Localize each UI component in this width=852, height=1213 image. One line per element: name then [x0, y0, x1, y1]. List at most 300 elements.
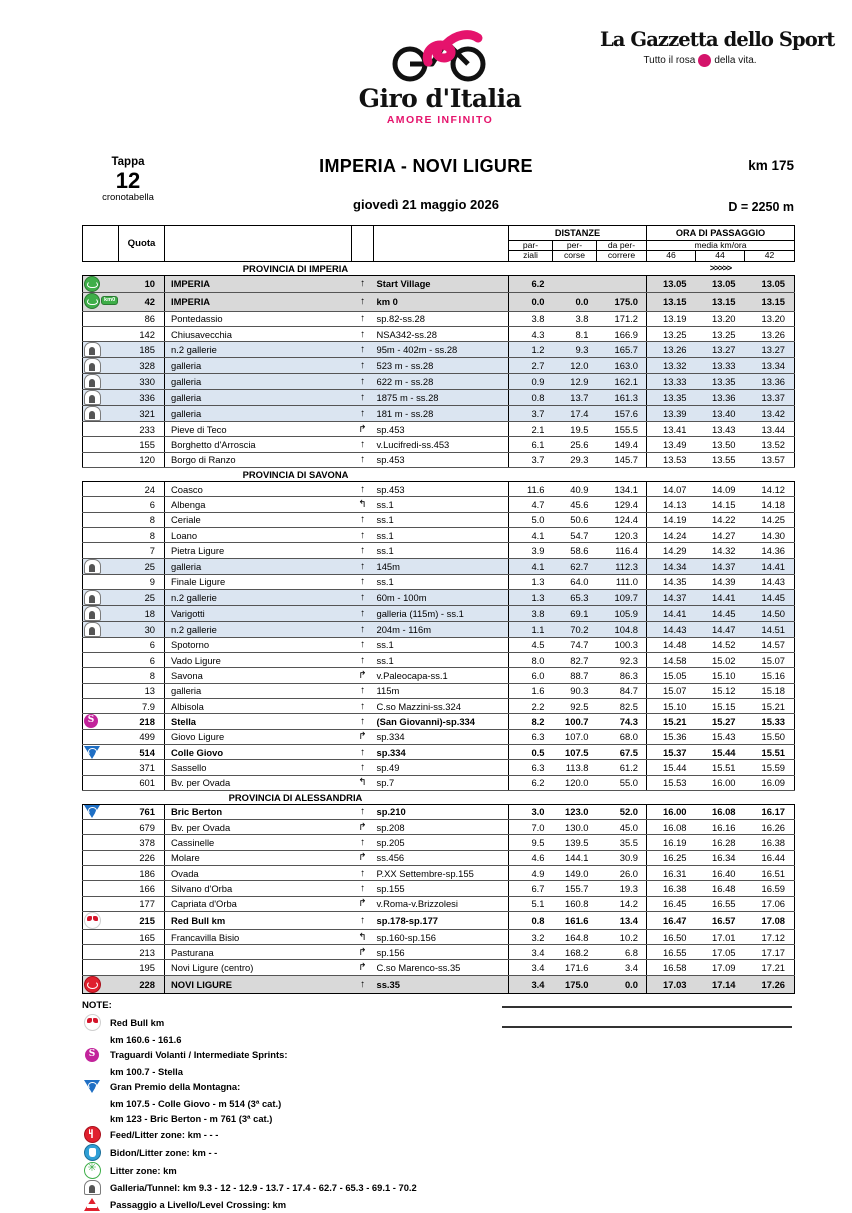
row-time-46: 16.47 [647, 911, 696, 929]
row-location-name: Pasturana [165, 945, 352, 960]
sprint-icon: S [85, 1048, 99, 1062]
table-row [83, 911, 795, 929]
row-location-name: n.2 gallerie [165, 621, 352, 637]
header-dapercorrere-2: correre [597, 251, 647, 261]
row-icon-cell [83, 390, 119, 406]
gpm-icon [84, 1080, 100, 1093]
table-row [83, 358, 795, 374]
row-road: sp.156 [374, 945, 509, 960]
arrow-straight-icon: ↑ [352, 605, 374, 621]
province-spacer [509, 468, 647, 482]
row-quota: 761 [119, 804, 165, 819]
row-parziali: 2.7 [509, 358, 553, 374]
row-road: v.Roma-v.Brizzolesi [374, 896, 509, 911]
note-label: Galleria/Tunnel: km 9.3 - 12 - 12.9 - 13.7 - 17.4 - 62.7 - 65.3 - 69.1 - 70.2 [110, 1182, 417, 1194]
row-time-44: 13.36 [696, 390, 745, 406]
province-spacer [509, 261, 647, 275]
row-parziali: 11.6 [509, 482, 553, 497]
row-location-name: Varigotti [165, 605, 352, 621]
row-location-name: Colle Giovo [165, 744, 352, 759]
row-time-46: 14.34 [647, 558, 696, 574]
row-road: ss.35 [374, 975, 509, 993]
row-percorse: 0.0 [553, 292, 597, 311]
row-time-44: 13.55 [696, 452, 745, 467]
row-parziali: 1.1 [509, 621, 553, 637]
tunnel-icon [84, 590, 101, 605]
row-quota: 177 [119, 896, 165, 911]
header-media-kmora: media km/ora [647, 241, 795, 251]
row-time-42: 14.57 [745, 637, 795, 652]
arrow-straight-icon: ↑ [352, 589, 374, 605]
row-da-percorrere: 67.5 [597, 744, 647, 759]
notes-title: NOTE: [82, 999, 112, 1011]
arrow-straight-icon: ↑ [352, 390, 374, 406]
row-time-42: 14.12 [745, 482, 795, 497]
row-time-44: 17.09 [696, 960, 745, 975]
row-parziali: 6.2 [509, 775, 553, 790]
giro-logo-title: Giro d'Italia [358, 84, 522, 113]
header-icon-col [83, 226, 119, 262]
row-da-percorrere: 82.5 [597, 699, 647, 714]
row-icon-cell [83, 558, 119, 574]
arrow-right-turn-icon: ↱ [352, 960, 374, 975]
table-row [83, 422, 795, 437]
tunnel-icon [84, 406, 101, 421]
row-location-name: galleria [165, 558, 352, 574]
table-row [83, 729, 795, 744]
row-location-name: NOVI LIGURE [165, 975, 352, 993]
row-road: sp.210 [374, 804, 509, 819]
row-time-42: 17.26 [745, 975, 795, 993]
row-parziali: 5.0 [509, 512, 553, 527]
row-percorse: 29.3 [553, 452, 597, 467]
row-percorse: 161.6 [553, 911, 597, 929]
row-percorse: 40.9 [553, 482, 597, 497]
row-road: 95m - 402m - ss.28 [374, 342, 509, 358]
row-quota: 186 [119, 865, 165, 880]
row-time-46: 14.37 [647, 589, 696, 605]
row-quota: 7 [119, 543, 165, 558]
row-parziali: 2.1 [509, 422, 553, 437]
row-location-name: Ceriale [165, 512, 352, 527]
row-da-percorrere: 35.5 [597, 835, 647, 850]
row-icon-cell [83, 311, 119, 326]
tappa-subtitle: cronotabella [102, 192, 154, 204]
row-time-44: 14.52 [696, 637, 745, 652]
row-percorse: 65.3 [553, 589, 597, 605]
row-time-46: 16.58 [647, 960, 696, 975]
row-time-44: 17.05 [696, 945, 745, 960]
arrow-straight-icon: ↑ [352, 621, 374, 637]
table-row [83, 668, 795, 683]
row-icon-cell [83, 637, 119, 652]
row-road: sp.334 [374, 729, 509, 744]
row-da-percorrere: 84.7 [597, 683, 647, 698]
row-da-percorrere: 52.0 [597, 804, 647, 819]
note-detail: km 100.7 - Stella [110, 1065, 183, 1077]
row-parziali: 3.8 [509, 311, 553, 326]
row-parziali: 6.3 [509, 729, 553, 744]
table-row [83, 543, 795, 558]
row-quota: 155 [119, 437, 165, 452]
row-time-46: 15.10 [647, 699, 696, 714]
row-percorse: 8.1 [553, 326, 597, 341]
row-quota: 215 [119, 911, 165, 929]
giro-logo-tagline: AMORE INFINITO [386, 114, 494, 126]
row-time-44: 17.14 [696, 975, 745, 993]
row-location-name: n.2 gallerie [165, 589, 352, 605]
tunnel-icon [84, 559, 101, 574]
row-icon-cell [83, 960, 119, 975]
row-quota: 18 [119, 605, 165, 621]
row-quota: 226 [119, 850, 165, 865]
table-row [83, 820, 795, 835]
province-header-row [83, 790, 795, 804]
row-road: v.Lucifredi-ss.453 [374, 437, 509, 452]
row-percorse [553, 275, 597, 292]
row-location-name: Coasco [165, 482, 352, 497]
row-icon-cell [83, 683, 119, 698]
table-row [83, 558, 795, 574]
arrow-straight-icon: ↑ [352, 760, 374, 775]
row-time-42: 15.18 [745, 683, 795, 698]
row-parziali: 3.7 [509, 406, 553, 422]
table-row [83, 342, 795, 358]
row-time-46: 14.24 [647, 527, 696, 542]
row-time-46: 15.05 [647, 668, 696, 683]
row-time-44: 14.45 [696, 605, 745, 621]
arrow-straight-icon: ↑ [352, 326, 374, 341]
row-parziali: 1.3 [509, 574, 553, 589]
row-time-44: 13.20 [696, 311, 745, 326]
row-location-name: Bv. per Ovada [165, 820, 352, 835]
row-road: sp.453 [374, 422, 509, 437]
row-da-percorrere: 116.4 [597, 543, 647, 558]
arrow-straight-icon: ↑ [352, 865, 374, 880]
row-da-percorrere: 14.2 [597, 896, 647, 911]
row-road: sp.208 [374, 820, 509, 835]
row-time-46: 16.55 [647, 945, 696, 960]
row-quota: 213 [119, 945, 165, 960]
row-time-42: 16.26 [745, 820, 795, 835]
row-time-44: 14.39 [696, 574, 745, 589]
row-icon-cell [83, 512, 119, 527]
arrow-straight-icon: ↑ [352, 543, 374, 558]
row-parziali: 3.2 [509, 929, 553, 944]
row-icon-cell [83, 699, 119, 714]
row-road: ss.1 [374, 653, 509, 668]
arrow-straight-icon: ↑ [352, 637, 374, 652]
arrow-straight-icon: ↑ [352, 975, 374, 993]
row-time-42: 17.06 [745, 896, 795, 911]
row-time-44: 16.16 [696, 820, 745, 835]
stage-metrics [644, 158, 794, 214]
row-time-44: 16.48 [696, 881, 745, 896]
row-parziali: 0.8 [509, 390, 553, 406]
row-location-name: Novi Ligure (centro) [165, 960, 352, 975]
row-percorse: 171.6 [553, 960, 597, 975]
province-arrows-marker: >>>>> [647, 261, 795, 275]
row-da-percorrere: 0.0 [597, 975, 647, 993]
row-quota: 330 [119, 374, 165, 390]
row-time-44: 13.33 [696, 358, 745, 374]
row-da-percorrere: 104.8 [597, 621, 647, 637]
row-percorse: 155.7 [553, 881, 597, 896]
row-da-percorrere: 145.7 [597, 452, 647, 467]
table-row [83, 975, 795, 993]
table-row [83, 605, 795, 621]
header-dapercorrere-1: da per- [597, 241, 647, 251]
row-location-name: galleria [165, 406, 352, 422]
note-icon-wrap [82, 1162, 102, 1179]
row-time-46: 13.19 [647, 311, 696, 326]
row-location-name: Capriata d'Orba [165, 896, 352, 911]
row-time-42: 15.07 [745, 653, 795, 668]
row-time-42: 13.34 [745, 358, 795, 374]
row-parziali: 0.9 [509, 374, 553, 390]
row-time-44: 13.43 [696, 422, 745, 437]
row-time-42: 15.16 [745, 668, 795, 683]
arrow-straight-icon: ↑ [352, 482, 374, 497]
row-time-44: 13.35 [696, 374, 745, 390]
row-time-42: 16.59 [745, 881, 795, 896]
row-quota: 336 [119, 390, 165, 406]
row-parziali: 3.7 [509, 452, 553, 467]
table-row [83, 945, 795, 960]
row-time-44: 17.01 [696, 929, 745, 944]
row-da-percorrere: 3.4 [597, 960, 647, 975]
note-label: Gran Premio della Montagna: [110, 1081, 241, 1093]
row-location-name: Bric Berton [165, 804, 352, 819]
row-percorse: 19.5 [553, 422, 597, 437]
header-parziali-1: par- [509, 241, 553, 251]
arrow-left-turn-icon: ↰ [352, 497, 374, 512]
row-da-percorrere: 26.0 [597, 865, 647, 880]
row-time-42: 13.15 [745, 292, 795, 311]
row-road: sp.334 [374, 744, 509, 759]
row-percorse: 149.0 [553, 865, 597, 880]
row-time-46: 13.35 [647, 390, 696, 406]
note-label: Bidon/Litter zone: km - - [110, 1146, 218, 1158]
row-quota: 185 [119, 342, 165, 358]
province-header-row [83, 468, 795, 482]
row-da-percorrere: 165.7 [597, 342, 647, 358]
row-road: sp.453 [374, 452, 509, 467]
row-time-46: 14.13 [647, 497, 696, 512]
row-road: 60m - 100m [374, 589, 509, 605]
row-quota: 8 [119, 512, 165, 527]
row-parziali: 6.3 [509, 760, 553, 775]
row-location-name: Borgo di Ranzo [165, 452, 352, 467]
table-row [83, 275, 795, 292]
row-time-46: 14.19 [647, 512, 696, 527]
table-row [83, 775, 795, 790]
row-time-46: 14.41 [647, 605, 696, 621]
row-location-name: Chiusavecchia [165, 326, 352, 341]
row-da-percorrere: 171.2 [597, 311, 647, 326]
table-row [83, 744, 795, 759]
row-parziali: 5.1 [509, 896, 553, 911]
row-icon-cell [83, 358, 119, 374]
row-time-44: 13.27 [696, 342, 745, 358]
row-quota: 7.9 [119, 699, 165, 714]
row-icon-cell [83, 326, 119, 341]
notes-section [82, 1000, 852, 1213]
note-icon-wrap [82, 1144, 102, 1161]
row-time-42: 16.09 [745, 775, 795, 790]
row-quota: 42 [119, 292, 165, 311]
row-road: (San Giovanni)-sp.334 [374, 714, 509, 729]
row-parziali: 6.1 [509, 437, 553, 452]
table-row [83, 683, 795, 698]
row-time-44: 14.27 [696, 527, 745, 542]
row-time-44: 13.50 [696, 437, 745, 452]
row-quota: 679 [119, 820, 165, 835]
province-spacer [509, 790, 647, 804]
note-icon-wrap [82, 1048, 102, 1062]
header-parziali-2: ziali [509, 251, 553, 261]
row-icon-cell [83, 589, 119, 605]
arrow-right-turn-icon: ↱ [352, 820, 374, 835]
row-time-42: 16.17 [745, 804, 795, 819]
table-row [83, 960, 795, 975]
note-item [82, 1162, 852, 1179]
row-icon-cell [83, 775, 119, 790]
row-parziali: 3.9 [509, 543, 553, 558]
gazzetta-pink-ball-icon [698, 54, 711, 67]
row-time-44: 13.25 [696, 326, 745, 341]
row-percorse: 113.8 [553, 760, 597, 775]
row-time-42: 16.44 [745, 850, 795, 865]
header-ora-passaggio: ORA DI PASSAGGIO [647, 226, 795, 241]
note-icon-wrap [82, 1126, 102, 1143]
row-time-46: 15.44 [647, 760, 696, 775]
sprint-icon: S [84, 714, 98, 728]
gazzetta-title: La Gazzetta dello Sport [600, 28, 835, 51]
row-time-46: 16.25 [647, 850, 696, 865]
row-quota: 166 [119, 881, 165, 896]
row-time-42: 13.37 [745, 390, 795, 406]
row-icon-cell [83, 406, 119, 422]
row-location-name: Ovada [165, 865, 352, 880]
row-time-44: 14.22 [696, 512, 745, 527]
row-quota: 321 [119, 406, 165, 422]
table-row [83, 311, 795, 326]
row-icon-cell [83, 653, 119, 668]
row-location-name: Giovo Ligure [165, 729, 352, 744]
row-percorse: 175.0 [553, 975, 597, 993]
stage-distance: km 175 [748, 158, 794, 173]
row-time-42: 16.38 [745, 835, 795, 850]
tunnel-icon [84, 622, 101, 637]
row-da-percorrere: 10.2 [597, 929, 647, 944]
table-row [83, 896, 795, 911]
row-percorse: 144.1 [553, 850, 597, 865]
row-parziali: 7.0 [509, 820, 553, 835]
row-time-46: 15.53 [647, 775, 696, 790]
row-time-42: 15.51 [745, 744, 795, 759]
row-road: 204m - 116m [374, 621, 509, 637]
arrow-straight-icon: ↑ [352, 512, 374, 527]
row-quota: 8 [119, 527, 165, 542]
row-time-42: 13.05 [745, 275, 795, 292]
arrow-straight-icon: ↑ [352, 683, 374, 698]
arrow-right-turn-icon: ↱ [352, 729, 374, 744]
row-location-name: Borghetto d'Arroscia [165, 437, 352, 452]
row-time-42: 13.26 [745, 326, 795, 341]
row-time-44: 16.28 [696, 835, 745, 850]
header-quota: Quota [119, 226, 165, 262]
row-time-46: 16.31 [647, 865, 696, 880]
row-time-42: 17.17 [745, 945, 795, 960]
header-arrow-col [352, 226, 374, 262]
row-da-percorrere: 155.5 [597, 422, 647, 437]
row-parziali: 1.3 [509, 589, 553, 605]
row-road: ss.1 [374, 543, 509, 558]
row-parziali: 3.0 [509, 804, 553, 819]
row-parziali: 4.7 [509, 497, 553, 512]
note-item [82, 1180, 852, 1196]
row-time-46: 17.03 [647, 975, 696, 993]
row-location-name: Albenga [165, 497, 352, 512]
row-quota: 86 [119, 311, 165, 326]
gazzetta-tagline-right: della vita. [714, 55, 757, 66]
row-road: sp.82-ss.28 [374, 311, 509, 326]
province-arrows-marker [647, 790, 795, 804]
row-road: sp.7 [374, 775, 509, 790]
note-icon-wrap [82, 1014, 102, 1031]
row-percorse: 120.0 [553, 775, 597, 790]
header-speed-42: 42 [745, 251, 795, 261]
row-time-44: 14.41 [696, 589, 745, 605]
row-parziali: 4.1 [509, 527, 553, 542]
row-time-46: 14.58 [647, 653, 696, 668]
row-time-42: 14.43 [745, 574, 795, 589]
table-row [83, 589, 795, 605]
table-row [83, 437, 795, 452]
table-row [83, 621, 795, 637]
row-quota: 6 [119, 653, 165, 668]
arrow-straight-icon: ↑ [352, 911, 374, 929]
row-icon-cell [83, 929, 119, 944]
row-da-percorrere: 92.3 [597, 653, 647, 668]
note-detail: km 160.6 - 161.6 [110, 1033, 182, 1045]
table-row [83, 760, 795, 775]
row-location-name: Pontedassio [165, 311, 352, 326]
row-time-42: 17.08 [745, 911, 795, 929]
table-row [83, 637, 795, 652]
row-time-42: 14.30 [745, 527, 795, 542]
row-time-46: 13.15 [647, 292, 696, 311]
note-item [82, 1144, 852, 1161]
page-header [0, 0, 852, 150]
tappa-number: 12 [115, 168, 141, 194]
arrow-straight-icon: ↑ [352, 311, 374, 326]
row-time-44: 15.10 [696, 668, 745, 683]
row-da-percorrere: 124.4 [597, 512, 647, 527]
row-location-name: galleria [165, 390, 352, 406]
row-da-percorrere: 19.3 [597, 881, 647, 896]
row-icon-cell [83, 850, 119, 865]
tunnel-icon [84, 374, 101, 389]
arrow-straight-icon: ↑ [352, 452, 374, 467]
row-quota: 601 [119, 775, 165, 790]
row-percorse: 64.0 [553, 574, 597, 589]
row-time-42: 14.45 [745, 589, 795, 605]
row-da-percorrere: 163.0 [597, 358, 647, 374]
row-time-46: 16.38 [647, 881, 696, 896]
row-location-name: Pietra Ligure [165, 543, 352, 558]
